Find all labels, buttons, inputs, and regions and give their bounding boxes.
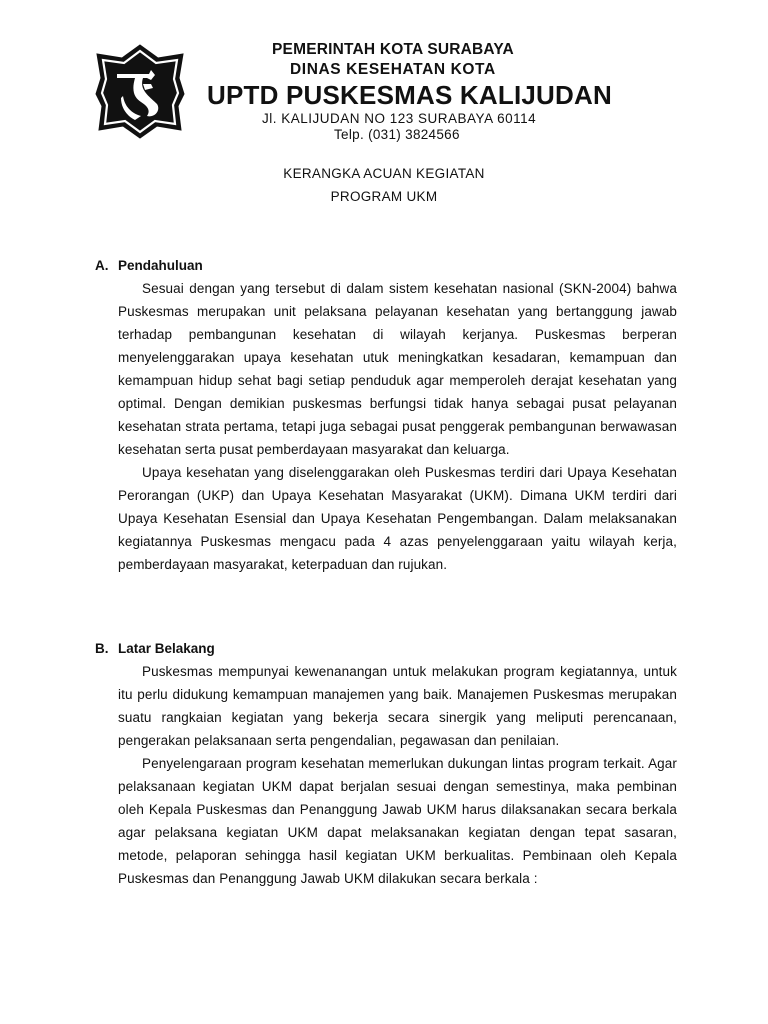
section-title: Pendahuluan	[118, 258, 203, 273]
section-letter: A.	[95, 258, 109, 273]
paragraph: Upaya kesehatan yang diselenggarakan oleh Puskesmas terdiri dari Upaya Kesehatan Perorangan (UKP) dan Upaya Kesehatan Masyarakat (UKM). Dimana UKM terdiri dari Upaya Kesehatan Esensial dan Upaya Kesehatan Pengembangan. Dalam melaksanakan kegiatannya Puskesmas mengacu pada 4 azas penyelenggaraan yaitu wilayah kerja, pemberdayaan masyarakat, keterpaduan dan rujukan.	[118, 465, 677, 572]
letterhead-government: PEMERINTAH KOTA SURABAYA	[272, 41, 514, 58]
document-subtitle: PROGRAM UKM	[330, 189, 438, 204]
paragraph: Puskesmas mempunyai kewenanangan untuk melakukan program kegiatannya, untuk itu perlu didukung kemampuan manajemen yang baik. Manajemen Puskesmas merupakan suatu rangkaian kegiatan yang bekerja secara sinergik yang meliputi perencanaan, pengerakan pelaksanaan serta pengendalian, pegawasan dan penilaian.	[118, 664, 677, 748]
letterhead-institution: UPTD PUSKESMAS KALIJUDAN	[207, 80, 612, 110]
section-pendahuluan	[95, 258, 677, 576]
section-letter: B.	[95, 641, 109, 656]
paragraph: Penyelengaraan program kesehatan memerlukan dukungan lintas program terkait. Agar pelaksanaan kegiatan UKM dapat berjalan sesuai dengan semestinya, maka pembinan oleh Kepala Puskesmas dan Penanggung Jawab UKM harus dilaksanakan secara berkala agar pelaksana kegiatan UKM dapat melaksanakan kegiatan dengan tepat sasaran, metode, pelaporan sehingga hasil kegiatan UKM berkualitas. Pembinaan oleh Kepala Puskesmas dan Penanggung Jawab UKM dilakukan secara berkala :	[118, 756, 677, 886]
document-title: KERANGKA ACUAN KEGIATAN	[283, 166, 485, 181]
section-latar-belakang	[95, 641, 677, 890]
section-title: Latar Belakang	[118, 641, 215, 656]
letterhead-phone: Telp. (031) 3824566	[334, 127, 460, 142]
paragraph: Sesuai dengan yang tersebut di dalam sistem kesehatan nasional (SKN-2004) bahwa Puskesmas merupakan unit pelaksana pelayanan kesehatan yang bertanggung jawab terhadap pembangunan kesehatan di wilayah kerjanya. Puskesmas berperan menyelenggarakan upaya kesehatan utuk meningkatkan kesadaran, kemampuan dan kemampuan hidup sehat bagi setiap penduduk agar memperoleh derajat kesehatan yang optimal. Dengan demikian puskesmas berfungsi tidak hanya sebagai pusat pelayanan kesehatan strata pertama, tetapi juga sebagai pusat penggerak pembangunan berwawasan kesehatan serta pusat pemberdayaan masyarakat dan keluarga.	[118, 281, 677, 457]
letterhead-address: Jl. KALIJUDAN NO 123 SURABAYA 60114	[262, 111, 537, 126]
surabaya-emblem-icon	[95, 44, 185, 139]
section-heading	[95, 641, 677, 657]
letterhead-agency: DINAS KESEHATAN KOTA	[290, 61, 496, 78]
section-heading	[95, 258, 677, 274]
